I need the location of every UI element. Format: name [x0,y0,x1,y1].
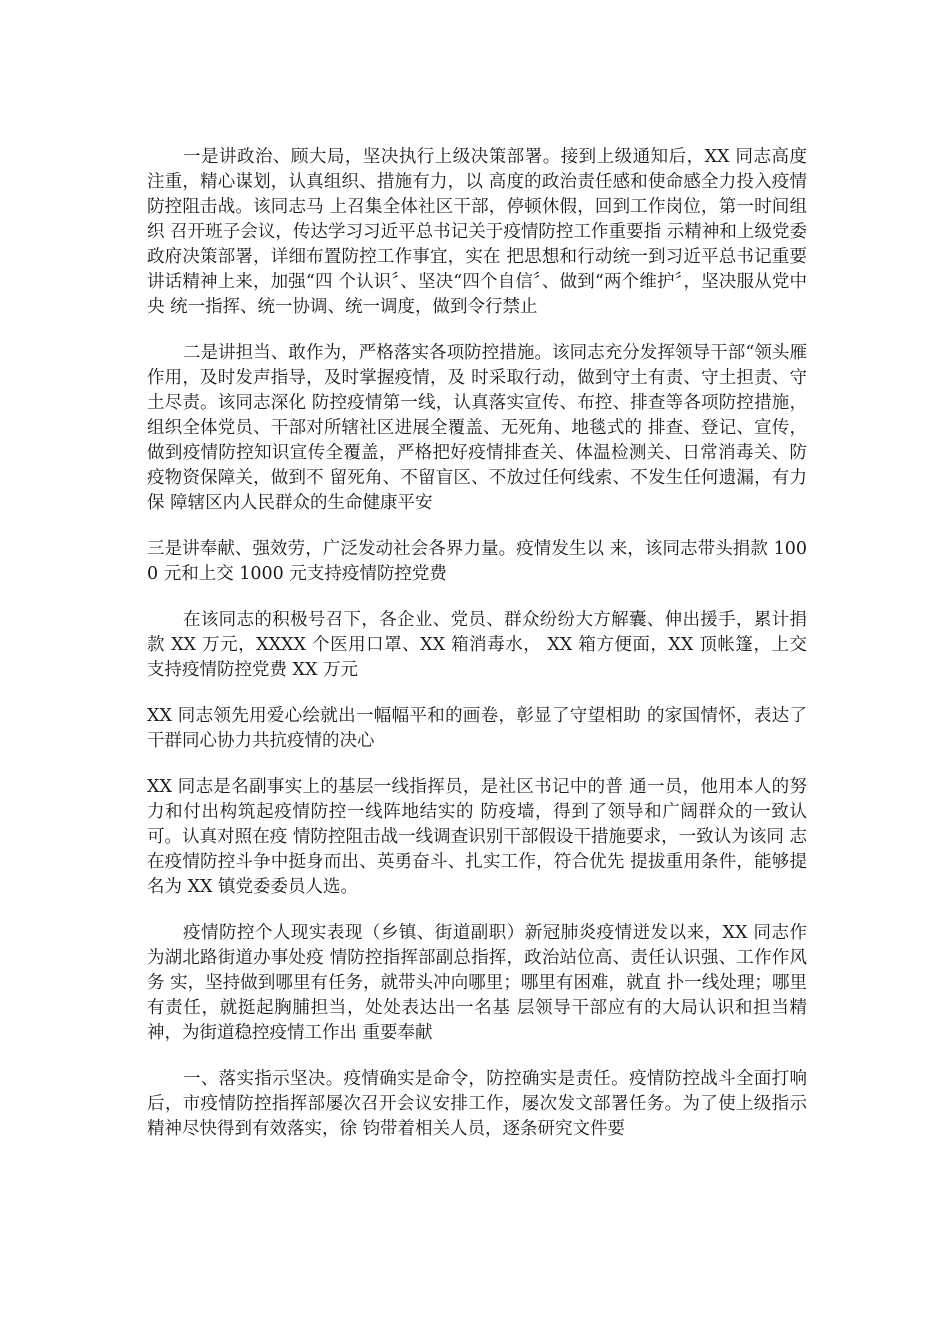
document-body [147,145,807,1163]
paragraph-6: XX 同志是名副事实上的基层一线指挥员，是社区书记中的普 通一员，他用本人的努力和付出构筑起疫情防控一线阵地结实的 防疫墙，得到了领导和广阔群众的一致认可。认真对照在疫 情防控阻击战一线调查识别干部假设干措施要求，一致认为该同 志在疫情防控斗争中挺身而出、英勇奋斗、扎实工作，符合优先 提拔重用条件，能够提名为 XX 镇党委委员人选。 [147,777,807,897]
paragraph-1: 一是讲政治、顾大局，坚决执行上级决策部署。接到上级通知后，XX 同志高度注重，精心谋划，认真组织、措施有力，以 高度的政治责任感和使命感全力投入疫情防控阻击战。该同志马 上召集全体社区干部，停顿休假，回到工作岗位，第一时间组织 召开班子会议，传达学习习近平总书记关于疫情防控工作重要指 示精神和上级党委政府决策部署，详细布置防控工作事宜，实在 把思想和行动统一到习近平总书记重要讲话精神上来，加强“四 个认识〞、坚决“四个自信〞、做到“两个维护〞，坚决服从党中央 统一指挥、统一协调、统一调度，做到令行禁止 [147,147,807,317]
paragraph-5: XX 同志领先用爱心绘就出一幅幅平和的画卷，彰显了守望相助 的家国情怀，表达了干群同心协力共抗疫情的决心 [147,706,807,751]
paragraph-3: 三是讲奉献、强效劳，广泛发动社会各界力量。疫情发生以 来，该同志带头捐款 1000 元和上交 1000 元支持疫情防控党费 [147,539,807,584]
paragraph-8: 一、落实指示坚决。疫情确实是命令，防控确实是责任。疫情防控战斗全面打响后，市疫情防控指挥部屡次召开会议安排工作，屡次发文部署任务。为了使上级指示精神尽快得到有效落实，徐 钧带着相关人员，逐条研究文件要 [147,1069,807,1139]
paragraph-4: 在该同志的积极号召下，各企业、党员、群众纷纷大方解囊、伸出援手，累计捐款 XX 万元，XXXX 个医用口罩、XX 箱消毒水， XX 箱方便面，XX 顶帐篷，上交支持疫情防控党费 XX 万元 [147,610,807,680]
paragraph-2: 二是讲担当、敢作为，严格落实各项防控措施。该同志充分发挥领导干部“领头雁作用，及时发声指导，及时掌握疫情，及 时采取行动，做到守土有责、守土担责、守土尽责。该同志深化 防控疫情第一线，认真落实宣传、布控、排查等各项防控措施， 组织全体党员、干部对所辖社区进展全覆盖、无死角、地毯式的 排查、登记、宣传，做到疫情防控知识宣传全覆盖，严格把好疫情排查关、体温检测关、日常消毒关、防疫物资保障关，做到不 留死角、不留盲区、不放过任何线索、不发生任何遗漏，有力保 障辖区内人民群众的生命健康平安 [147,343,807,513]
paragraph-7: 疫情防控个人现实表现（乡镇、街道副职）新冠肺炎疫情迸发以来，XX 同志作为湖北路街道办事处疫 情防控指挥部副总指挥，政治站位高、责任认识强、工作作风务 实，坚持做到哪里有任务，就带头冲向哪里；哪里有困难，就直 扑一线处理；哪里有责任，就挺起胸脯担当，处处表达出一名基 层领导干部应有的大局认识和担当精神，为街道稳控疫情工作出 重要奉献 [147,923,807,1043]
